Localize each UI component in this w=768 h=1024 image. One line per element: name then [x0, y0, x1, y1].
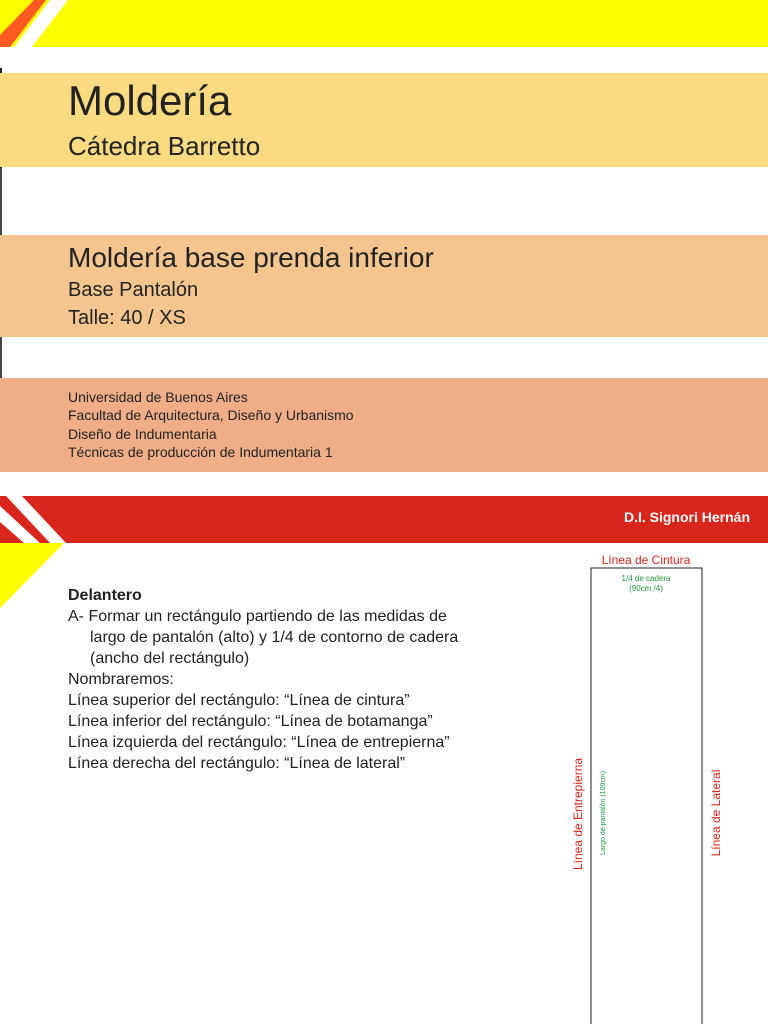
inseam-line-label: Línea de Entrepierna [571, 757, 585, 871]
instruction-line: Nombraremos: [68, 671, 174, 688]
top-yellow-bar [0, 0, 768, 47]
naming-line: Línea izquierda del rectángulo: “Línea de entrepierna” [68, 734, 450, 751]
section-heading: Delantero [68, 587, 142, 604]
side-line-label: Línea de Lateral [709, 769, 723, 857]
institution-line: Técnicas de producción de Indumentaria 1 [68, 444, 333, 460]
width-measure-label: 1/4 de cadera [621, 574, 671, 583]
width-measure-value: (90cm /4) [629, 584, 663, 593]
author-name: D.I. Signori Hernán [623, 509, 750, 525]
page-subtitle: Cátedra Barretto [68, 131, 261, 161]
instruction-line: largo de pantalón (alto) y 1/4 de contorno de cadera [90, 629, 459, 646]
instruction-line: (ancho del rectángulo) [90, 650, 250, 667]
left-rule [0, 337, 2, 378]
institution-line: Facultad de Arquitectura, Diseño y Urbanismo [68, 407, 354, 423]
instruction-line: A- Formar un rectángulo partiendo de las medidas de [68, 608, 447, 625]
naming-line: Línea inferior del rectángulo: “Línea de botamanga” [68, 713, 433, 730]
pattern-rectangle [591, 568, 702, 1024]
subject-title: Moldería base prenda inferior [68, 242, 434, 273]
top-diagonal-stripe [0, 0, 768, 47]
length-measure-label: Largo de pantalón (100cm) [600, 770, 607, 856]
institution-line: Diseño de Indumentaria [68, 426, 217, 442]
naming-line: Línea superior del rectángulo: “Línea de cintura” [68, 692, 410, 709]
instructions-block [68, 585, 538, 774]
page-title: Moldería [68, 77, 232, 124]
left-rule [0, 168, 2, 235]
naming-line: Línea derecha del rectángulo: “Línea de lateral” [68, 755, 406, 772]
subject-size: Talle: 40 / XS [68, 307, 186, 329]
pattern-diagram [560, 545, 768, 1024]
subject-garment: Base Pantalón [68, 279, 199, 301]
waist-line-label: Línea de Cintura [601, 553, 691, 567]
institution-line: Universidad de Buenos Aires [68, 389, 248, 405]
